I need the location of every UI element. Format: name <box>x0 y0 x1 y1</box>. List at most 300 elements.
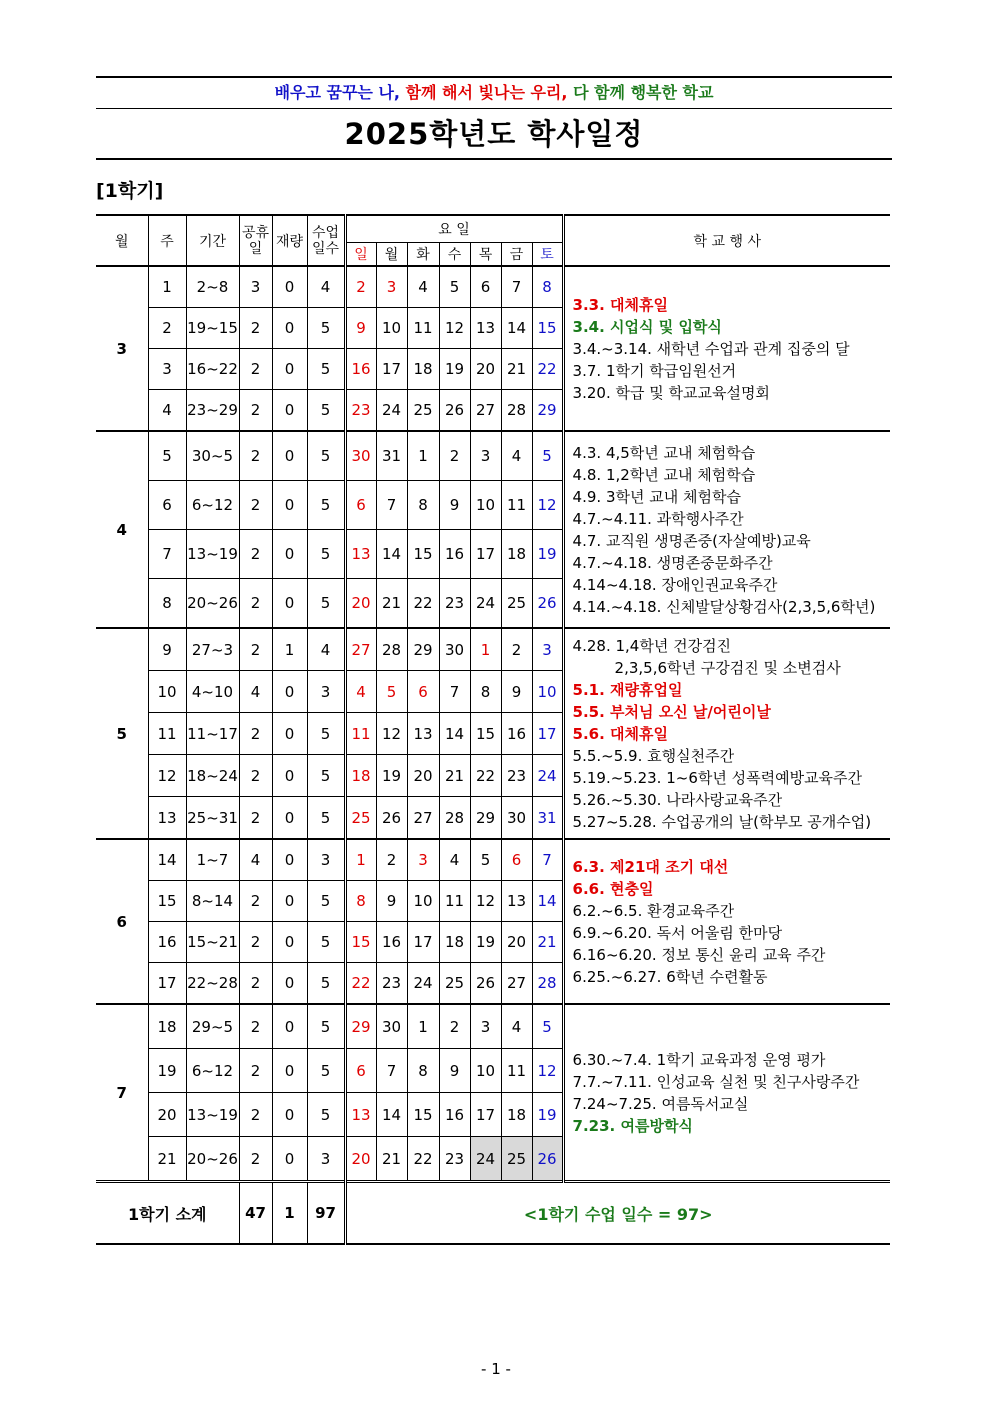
event-item: 4.14.~4.18. 신체발달상황검사(2,3,5,6학년) <box>572 597 876 616</box>
week-number: 14 <box>148 839 186 881</box>
event-item: 6.9.~6.20. 독서 어울림 한마당 <box>572 923 783 942</box>
week-holiday-count: 2 <box>239 797 272 840</box>
day-cell: 25 <box>345 797 376 840</box>
event-item: 4.14~4.18. 장애인권교육주간 <box>572 575 778 594</box>
summary-row <box>96 1182 890 1245</box>
event-item: 3.4.~3.14. 새학년 수업과 관계 집중의 달 <box>572 339 850 358</box>
week-holiday-count: 2 <box>239 1093 272 1137</box>
day-cell: 19 <box>376 755 407 797</box>
day-cell: 21 <box>532 922 563 963</box>
day-cell: 11 <box>407 308 439 349</box>
day-cell: 30 <box>345 431 376 481</box>
day-cell: 30 <box>439 628 470 671</box>
event-item: 3.4. 시업식 및 입학식 <box>572 317 722 336</box>
day-cell: 24 <box>470 1137 501 1182</box>
event-item: 5.6. 대체휴일 <box>572 724 668 743</box>
week-discretion-count: 0 <box>272 1137 307 1182</box>
day-cell: 8 <box>470 671 501 713</box>
day-cell: 5 <box>532 1004 563 1049</box>
day-cell: 17 <box>470 1093 501 1137</box>
day-cell: 17 <box>470 530 501 579</box>
event-item: 7.7.~7.11. 인성교육 실천 및 친구사랑주간 <box>572 1072 860 1091</box>
week-number: 18 <box>148 1004 186 1049</box>
week-holiday-count: 2 <box>239 755 272 797</box>
day-cell: 5 <box>376 671 407 713</box>
day-header-sun: 일 <box>345 243 376 267</box>
day-cell: 11 <box>345 713 376 755</box>
month-cell: 7 <box>96 1004 148 1182</box>
day-cell: 16 <box>345 349 376 390</box>
month-cell: 5 <box>96 628 148 839</box>
week-number: 17 <box>148 963 186 1005</box>
motto-part-2: 함께 해서 빛나는 우리, <box>405 83 568 102</box>
day-header-sat: 토 <box>532 243 563 267</box>
week-number: 9 <box>148 628 186 671</box>
day-cell: 18 <box>501 530 532 579</box>
week-row <box>96 839 890 881</box>
day-cell: 25 <box>407 390 439 432</box>
day-cell: 3 <box>532 628 563 671</box>
day-cell: 11 <box>501 1049 532 1093</box>
day-cell: 6 <box>407 671 439 713</box>
event-item: 2,3,5,6학년 구강검진 및 소변검사 <box>614 658 841 677</box>
week-number: 21 <box>148 1137 186 1182</box>
day-cell: 29 <box>470 797 501 840</box>
day-cell: 29 <box>407 628 439 671</box>
day-header-mon: 월 <box>376 243 407 267</box>
event-item: 4.28. 1,4학년 건강검진 <box>572 636 732 655</box>
week-number: 5 <box>148 431 186 481</box>
week-class-count: 5 <box>307 349 345 390</box>
day-cell: 2 <box>376 839 407 881</box>
day-cell: 28 <box>501 390 532 432</box>
event-item: 4.7. 교직원 생명존중(자살예방)교육 <box>572 531 811 550</box>
week-holiday-count: 2 <box>239 1004 272 1049</box>
week-holiday-count: 2 <box>239 628 272 671</box>
day-cell: 4 <box>439 839 470 881</box>
week-class-count: 5 <box>307 431 345 481</box>
day-cell: 7 <box>376 481 407 530</box>
day-cell: 23 <box>439 1137 470 1182</box>
day-cell: 22 <box>345 963 376 1005</box>
week-discretion-count: 0 <box>272 881 307 922</box>
day-cell: 2 <box>345 266 376 308</box>
week-discretion-count: 0 <box>272 579 307 629</box>
day-cell: 6 <box>501 839 532 881</box>
day-cell: 28 <box>532 963 563 1005</box>
week-holiday-count: 2 <box>239 579 272 629</box>
week-discretion-count: 0 <box>272 713 307 755</box>
day-cell: 9 <box>439 1049 470 1093</box>
day-cell: 1 <box>407 431 439 481</box>
day-cell: 14 <box>532 881 563 922</box>
month-events <box>563 1004 890 1182</box>
week-number: 2 <box>148 308 186 349</box>
day-cell: 16 <box>439 1093 470 1137</box>
week-period: 11~17 <box>186 713 239 755</box>
day-cell: 18 <box>407 349 439 390</box>
week-number: 1 <box>148 266 186 308</box>
header-classdays: 수업 일수 <box>307 215 345 266</box>
event-item: 6.2.~6.5. 환경교육주간 <box>572 901 735 920</box>
event-item: 5.19.~5.23. 1~6학년 성폭력예방교육주간 <box>572 768 863 787</box>
week-number: 7 <box>148 530 186 579</box>
event-item: 5.5. 부처님 오신 날/어린이날 <box>572 702 771 721</box>
day-cell: 21 <box>376 579 407 629</box>
week-number: 16 <box>148 922 186 963</box>
event-item: 5.1. 재량휴업일 <box>572 680 683 699</box>
day-cell: 20 <box>407 755 439 797</box>
week-period: 1~7 <box>186 839 239 881</box>
motto-part-3: 다 함께 행복한 학교 <box>573 83 714 102</box>
week-number: 6 <box>148 481 186 530</box>
week-row <box>96 1004 890 1049</box>
week-period: 18~24 <box>186 755 239 797</box>
day-cell: 13 <box>345 1093 376 1137</box>
day-cell: 17 <box>532 713 563 755</box>
week-row <box>96 628 890 671</box>
week-class-count: 5 <box>307 579 345 629</box>
day-cell: 3 <box>470 1004 501 1049</box>
week-number: 3 <box>148 349 186 390</box>
day-cell: 15 <box>407 530 439 579</box>
week-class-count: 5 <box>307 881 345 922</box>
day-cell: 6 <box>470 266 501 308</box>
day-cell: 4 <box>345 671 376 713</box>
day-cell: 25 <box>501 1137 532 1182</box>
day-cell: 30 <box>376 1004 407 1049</box>
day-cell: 24 <box>376 390 407 432</box>
day-cell: 22 <box>470 755 501 797</box>
day-cell: 1 <box>470 628 501 671</box>
week-class-count: 5 <box>307 1093 345 1137</box>
week-discretion-count: 0 <box>272 922 307 963</box>
day-cell: 8 <box>345 881 376 922</box>
day-cell: 10 <box>532 671 563 713</box>
event-item: 5.5.~5.9. 효행실천주간 <box>572 746 735 765</box>
event-item: 3.7. 1학기 학급임원선거 <box>572 361 737 380</box>
week-class-count: 3 <box>307 1137 345 1182</box>
week-class-count: 5 <box>307 390 345 432</box>
day-cell: 15 <box>407 1093 439 1137</box>
week-discretion-count: 0 <box>272 797 307 840</box>
day-cell: 12 <box>470 881 501 922</box>
day-cell: 21 <box>376 1137 407 1182</box>
day-cell: 13 <box>345 530 376 579</box>
week-class-count: 5 <box>307 963 345 1005</box>
week-class-count: 5 <box>307 922 345 963</box>
week-holiday-count: 2 <box>239 1049 272 1093</box>
day-cell: 19 <box>532 1093 563 1137</box>
week-holiday-count: 2 <box>239 481 272 530</box>
day-cell: 26 <box>439 390 470 432</box>
week-holiday-count: 2 <box>239 308 272 349</box>
day-cell: 10 <box>470 1049 501 1093</box>
week-holiday-count: 2 <box>239 922 272 963</box>
event-item: 6.16~6.20. 정보 통신 윤리 교육 주간 <box>572 945 826 964</box>
summary-discretion: 1 <box>272 1182 307 1245</box>
week-holiday-count: 2 <box>239 1137 272 1182</box>
week-class-count: 5 <box>307 797 345 840</box>
day-cell: 26 <box>532 579 563 629</box>
week-holiday-count: 2 <box>239 963 272 1005</box>
day-cell: 28 <box>376 628 407 671</box>
event-item: 4.3. 4,5학년 교내 체험학습 <box>572 443 756 462</box>
day-cell: 14 <box>376 530 407 579</box>
day-cell: 15 <box>470 713 501 755</box>
day-cell: 7 <box>532 839 563 881</box>
week-period: 13~19 <box>186 530 239 579</box>
week-period: 8~14 <box>186 881 239 922</box>
week-discretion-count: 0 <box>272 1049 307 1093</box>
week-discretion-count: 0 <box>272 671 307 713</box>
week-class-count: 5 <box>307 308 345 349</box>
day-cell: 8 <box>407 1049 439 1093</box>
day-cell: 13 <box>470 308 501 349</box>
day-cell: 7 <box>439 671 470 713</box>
day-cell: 12 <box>532 481 563 530</box>
day-header-thu: 목 <box>470 243 501 267</box>
day-cell: 4 <box>501 431 532 481</box>
week-discretion-count: 0 <box>272 755 307 797</box>
month-cell: 6 <box>96 839 148 1004</box>
day-cell: 25 <box>439 963 470 1005</box>
day-header-tue: 화 <box>407 243 439 267</box>
header-period: 기간 <box>186 215 239 266</box>
week-holiday-count: 3 <box>239 266 272 308</box>
day-cell: 13 <box>501 881 532 922</box>
week-period: 22~28 <box>186 963 239 1005</box>
month-events <box>563 431 890 628</box>
day-cell: 10 <box>407 881 439 922</box>
event-item: 6.3. 제21대 조기 대선 <box>572 857 729 876</box>
week-class-count: 5 <box>307 1049 345 1093</box>
week-period: 15~21 <box>186 922 239 963</box>
day-cell: 3 <box>407 839 439 881</box>
day-cell: 20 <box>345 579 376 629</box>
day-cell: 24 <box>532 755 563 797</box>
day-cell: 31 <box>532 797 563 840</box>
day-cell: 22 <box>407 579 439 629</box>
day-cell: 9 <box>345 308 376 349</box>
day-header-fri: 금 <box>501 243 532 267</box>
day-cell: 14 <box>501 308 532 349</box>
summary-note: <1학기 수업 일수 = 97> <box>345 1182 890 1245</box>
day-cell: 7 <box>501 266 532 308</box>
day-cell: 2 <box>439 431 470 481</box>
week-period: 2~8 <box>186 266 239 308</box>
day-cell: 20 <box>501 922 532 963</box>
day-cell: 10 <box>376 308 407 349</box>
day-header-wed: 수 <box>439 243 470 267</box>
day-cell: 25 <box>501 579 532 629</box>
day-cell: 11 <box>501 481 532 530</box>
month-cell: 3 <box>96 266 148 431</box>
week-class-count: 3 <box>307 671 345 713</box>
day-cell: 12 <box>376 713 407 755</box>
day-cell: 3 <box>376 266 407 308</box>
week-period: 27~3 <box>186 628 239 671</box>
day-cell: 18 <box>501 1093 532 1137</box>
summary-holiday: 47 <box>239 1182 272 1245</box>
week-class-count: 5 <box>307 713 345 755</box>
week-discretion-count: 0 <box>272 481 307 530</box>
day-cell: 14 <box>439 713 470 755</box>
week-discretion-count: 0 <box>272 530 307 579</box>
week-period: 6~12 <box>186 1049 239 1093</box>
event-item: 6.6. 현충일 <box>572 879 654 898</box>
day-cell: 26 <box>376 797 407 840</box>
day-cell: 26 <box>470 963 501 1005</box>
day-cell: 1 <box>345 839 376 881</box>
month-events <box>563 839 890 1004</box>
day-cell: 24 <box>407 963 439 1005</box>
day-cell: 15 <box>532 308 563 349</box>
month-events <box>563 266 890 431</box>
week-period: 23~29 <box>186 390 239 432</box>
week-number: 11 <box>148 713 186 755</box>
week-discretion-count: 0 <box>272 1093 307 1137</box>
event-item: 7.23. 여름방학식 <box>572 1116 693 1135</box>
week-discretion-count: 0 <box>272 1004 307 1049</box>
event-item: 4.7.~4.18. 생명존중문화주간 <box>572 553 773 572</box>
day-cell: 17 <box>407 922 439 963</box>
week-period: 4~10 <box>186 671 239 713</box>
day-cell: 16 <box>376 922 407 963</box>
day-cell: 12 <box>532 1049 563 1093</box>
day-cell: 9 <box>501 671 532 713</box>
week-class-count: 5 <box>307 481 345 530</box>
page-number: - 1 - <box>481 1360 511 1378</box>
day-cell: 24 <box>470 579 501 629</box>
day-cell: 8 <box>532 266 563 308</box>
day-cell: 20 <box>345 1137 376 1182</box>
week-period: 30~5 <box>186 431 239 481</box>
week-number: 8 <box>148 579 186 629</box>
day-cell: 10 <box>470 481 501 530</box>
month-events <box>563 628 890 839</box>
week-class-count: 5 <box>307 755 345 797</box>
day-cell: 20 <box>470 349 501 390</box>
day-cell: 17 <box>376 349 407 390</box>
day-cell: 9 <box>439 481 470 530</box>
event-item: 5.26.~5.30. 나라사랑교육주간 <box>572 790 783 809</box>
day-cell: 27 <box>345 628 376 671</box>
week-number: 10 <box>148 671 186 713</box>
event-item: 7.24~7.25. 여름독서교실 <box>572 1094 749 1113</box>
week-discretion-count: 0 <box>272 308 307 349</box>
week-holiday-count: 2 <box>239 349 272 390</box>
week-class-count: 5 <box>307 530 345 579</box>
day-cell: 19 <box>470 922 501 963</box>
week-holiday-count: 2 <box>239 530 272 579</box>
week-number: 13 <box>148 797 186 840</box>
event-item: 4.9. 3학년 교내 체험학습 <box>572 487 741 506</box>
week-period: 20~26 <box>186 579 239 629</box>
week-discretion-count: 0 <box>272 390 307 432</box>
day-cell: 18 <box>439 922 470 963</box>
week-class-count: 4 <box>307 266 345 308</box>
week-row <box>96 266 890 308</box>
week-holiday-count: 2 <box>239 390 272 432</box>
day-cell: 13 <box>407 713 439 755</box>
day-cell: 22 <box>532 349 563 390</box>
day-cell: 23 <box>501 755 532 797</box>
day-cell: 4 <box>501 1004 532 1049</box>
event-item: 4.7.~4.11. 과학행사주간 <box>572 509 744 528</box>
day-cell: 31 <box>376 431 407 481</box>
day-cell: 5 <box>532 431 563 481</box>
day-cell: 16 <box>501 713 532 755</box>
event-item: 5.27~5.28. 수업공개의 날(학부모 공개수업) <box>572 812 872 831</box>
day-cell: 15 <box>345 922 376 963</box>
day-cell: 12 <box>439 308 470 349</box>
month-cell: 4 <box>96 431 148 628</box>
day-cell: 3 <box>470 431 501 481</box>
week-discretion-count: 0 <box>272 349 307 390</box>
week-class-count: 5 <box>307 1004 345 1049</box>
event-item: 4.8. 1,2학년 교내 체험학습 <box>572 465 756 484</box>
week-number: 19 <box>148 1049 186 1093</box>
day-cell: 29 <box>345 1004 376 1049</box>
week-period: 19~15 <box>186 308 239 349</box>
day-cell: 7 <box>376 1049 407 1093</box>
day-cell: 1 <box>407 1004 439 1049</box>
summary-label: 1학기 소계 <box>96 1182 239 1245</box>
day-cell: 23 <box>345 390 376 432</box>
day-cell: 19 <box>532 530 563 579</box>
week-holiday-count: 4 <box>239 839 272 881</box>
day-cell: 5 <box>439 266 470 308</box>
header-month: 월 <box>96 215 148 266</box>
week-discretion-count: 1 <box>272 628 307 671</box>
page-title: 2025학년도 학사일정 <box>96 108 892 160</box>
week-discretion-count: 0 <box>272 963 307 1005</box>
header-events: 학 교 행 사 <box>563 215 890 266</box>
event-item: 3.3. 대체휴일 <box>572 295 668 314</box>
day-cell: 5 <box>470 839 501 881</box>
week-period: 16~22 <box>186 349 239 390</box>
week-class-count: 3 <box>307 839 345 881</box>
week-number: 20 <box>148 1093 186 1137</box>
week-period: 13~19 <box>186 1093 239 1137</box>
week-period: 25~31 <box>186 797 239 840</box>
day-cell: 29 <box>532 390 563 432</box>
day-cell: 18 <box>345 755 376 797</box>
day-cell: 21 <box>439 755 470 797</box>
day-cell: 4 <box>407 266 439 308</box>
event-item: 6.25.~6.27. 6학년 수련활동 <box>572 967 768 986</box>
day-cell: 23 <box>376 963 407 1005</box>
day-cell: 27 <box>470 390 501 432</box>
week-holiday-count: 4 <box>239 671 272 713</box>
week-period: 29~5 <box>186 1004 239 1049</box>
week-discretion-count: 0 <box>272 431 307 481</box>
week-discretion-count: 0 <box>272 266 307 308</box>
header-week: 주 <box>148 215 186 266</box>
week-discretion-count: 0 <box>272 839 307 881</box>
day-cell: 21 <box>501 349 532 390</box>
day-cell: 6 <box>345 1049 376 1093</box>
day-cell: 11 <box>439 881 470 922</box>
week-period: 6~12 <box>186 481 239 530</box>
school-motto <box>96 76 892 109</box>
week-holiday-count: 2 <box>239 431 272 481</box>
day-cell: 19 <box>439 349 470 390</box>
day-cell: 16 <box>439 530 470 579</box>
day-cell: 27 <box>407 797 439 840</box>
header-holiday: 공휴 일 <box>239 215 272 266</box>
